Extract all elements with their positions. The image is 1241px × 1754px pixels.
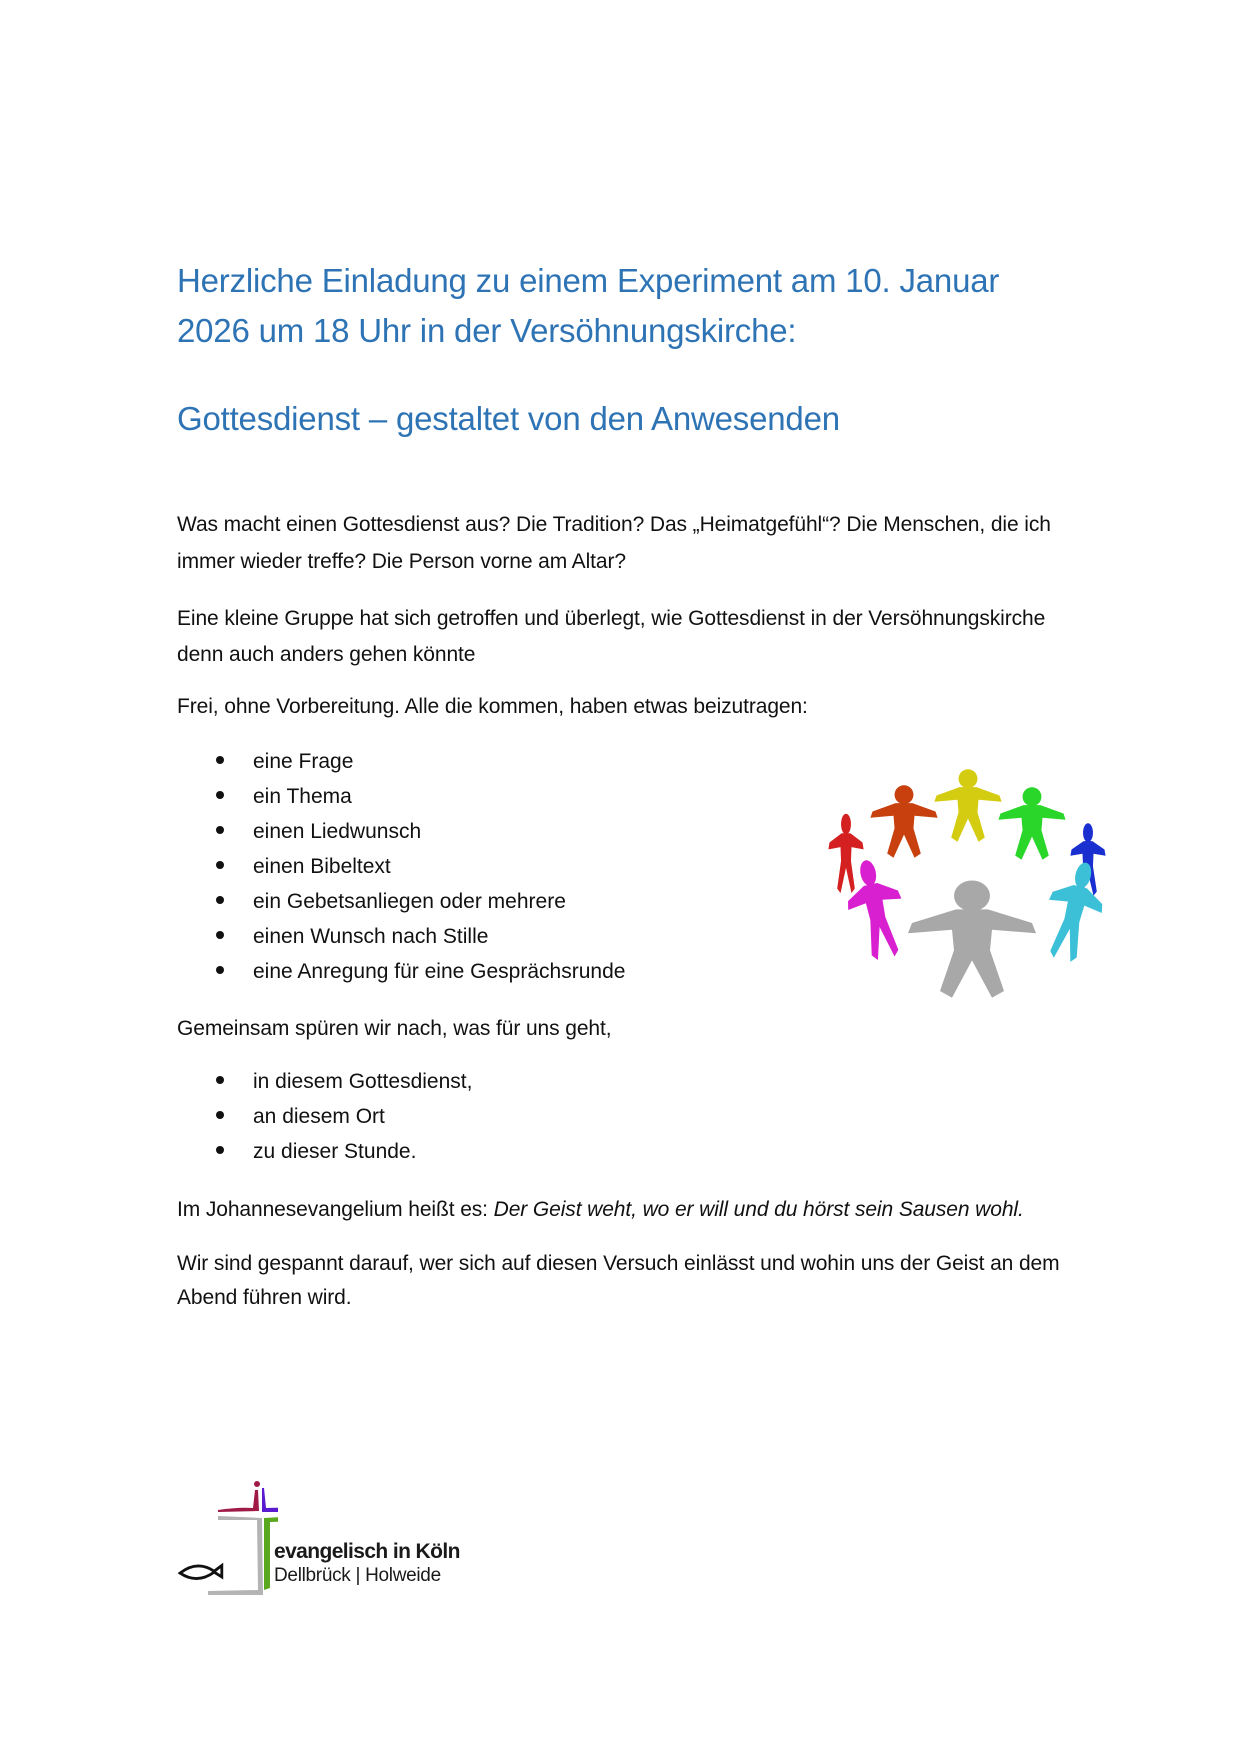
text-line: immer wieder treffe? Die Person vorne am Altar?: [177, 550, 626, 573]
logo-subtitle: Dellbrück | Holweide: [274, 1565, 441, 1586]
bullet-icon: [216, 1111, 224, 1119]
bullet-icon: [216, 966, 224, 974]
text-line: Eine kleine Gruppe hat sich getroffen und überlegt, wie Gottesdienst in der Versöhnungskirche: [177, 607, 1046, 630]
text-line: denn auch anders gehen könnte: [177, 643, 476, 666]
bullet-icon: [216, 791, 224, 799]
contribution-intro: Frei, ohne Vorbereitung. Alle die kommen, haben etwas beizutragen:: [177, 695, 808, 718]
gray-figure-icon: [908, 881, 1036, 998]
document-page: Herzliche Einladung zu einem Experiment am 10. Januar 2026 um 18 Uhr in der Versöhnungskirche: Gottesdienst – gestaltet von den Anwesenden Was macht einen Gottesdienst aus? Die Tradition? Das „Heimatgefühl“? Die Menschen, die ich immer wieder treffe? Die Person vorne am Altar? Eine kleine Gruppe hat sich getroffen und überlegt, wie Gottesdienst in der Versöhnungskirche denn auch anders gehen könnte Frei, ohne Vorbereitung. Alle die kommen, haben etwas beizutragen: eine Frage ein Thema einen Liedwunsch einen Bibeltext ein Gebetsanliegen oder mehrere einen Wunsch nach Stille eine Anregung für eine Gesprächsrunde Gemeinsam spüren wir nach, was für uns geht, in diesem Gottesdienst, an diesem Ort zu dieser Stunde. Im Johannesevangelium heißt es: Der Geist weht, wo er will und du hörst sein Sausen wohl. Wir sind gespannt darauf, wer sich auf diesen Versuch einlässt und wohin uns der Geist an dem Abend führen wird. evangelisch in Köln Dellbrück | Holweide: [0, 0, 1241, 1754]
cyan-figure-icon: [1036, 856, 1113, 966]
yellow-figure-icon: [934, 769, 1001, 841]
text-line: Abend führen wird.: [177, 1286, 352, 1309]
quote-intro: Im Johannesevangelium heißt es:: [177, 1198, 494, 1221]
bullet-icon: [216, 1146, 224, 1154]
orange-figure-icon: [870, 785, 937, 857]
green-figure-icon: [998, 787, 1065, 859]
heading-line-1: Herzliche Einladung zu einem Experiment am 10. Januar: [177, 262, 1000, 299]
together-intro: Gemeinsam spüren wir nach, was für uns geht,: [177, 1017, 612, 1040]
gospel-quote-paragraph: [177, 1199, 1024, 1220]
text-line: Was macht einen Gottesdienst aus? Die Tradition? Das „Heimatgefühl“? Die Menschen, die ich: [177, 513, 1051, 536]
logo-title: evangelisch in Köln: [274, 1540, 460, 1563]
bullet-icon: [216, 1076, 224, 1084]
text-line: Wir sind gespannt darauf, wer sich auf diesen Versuch einlässt und wohin uns der Geist an dem: [177, 1252, 1060, 1275]
people-circle-illustration: [826, 762, 1130, 1006]
blue-figure-icon: [1070, 823, 1105, 895]
bullet-icon: [216, 826, 224, 834]
church-logo: [178, 1480, 468, 1598]
bullet-icon: [216, 931, 224, 939]
red-figure-icon: [828, 814, 863, 893]
cross-fish-logo-icon: [178, 1480, 278, 1598]
heading-line-2: 2026 um 18 Uhr in der Versöhnungskirche:: [177, 312, 797, 349]
bullet-icon: [216, 896, 224, 904]
bullet-icon: [216, 861, 224, 869]
heading-subtitle: Gottesdienst – gestaltet von den Anwesenden: [177, 400, 840, 437]
bullet-icon: [216, 756, 224, 764]
bible-quote: Der Geist weht, wo er will und du hörst sein Sausen wohl.: [493, 1198, 1024, 1221]
